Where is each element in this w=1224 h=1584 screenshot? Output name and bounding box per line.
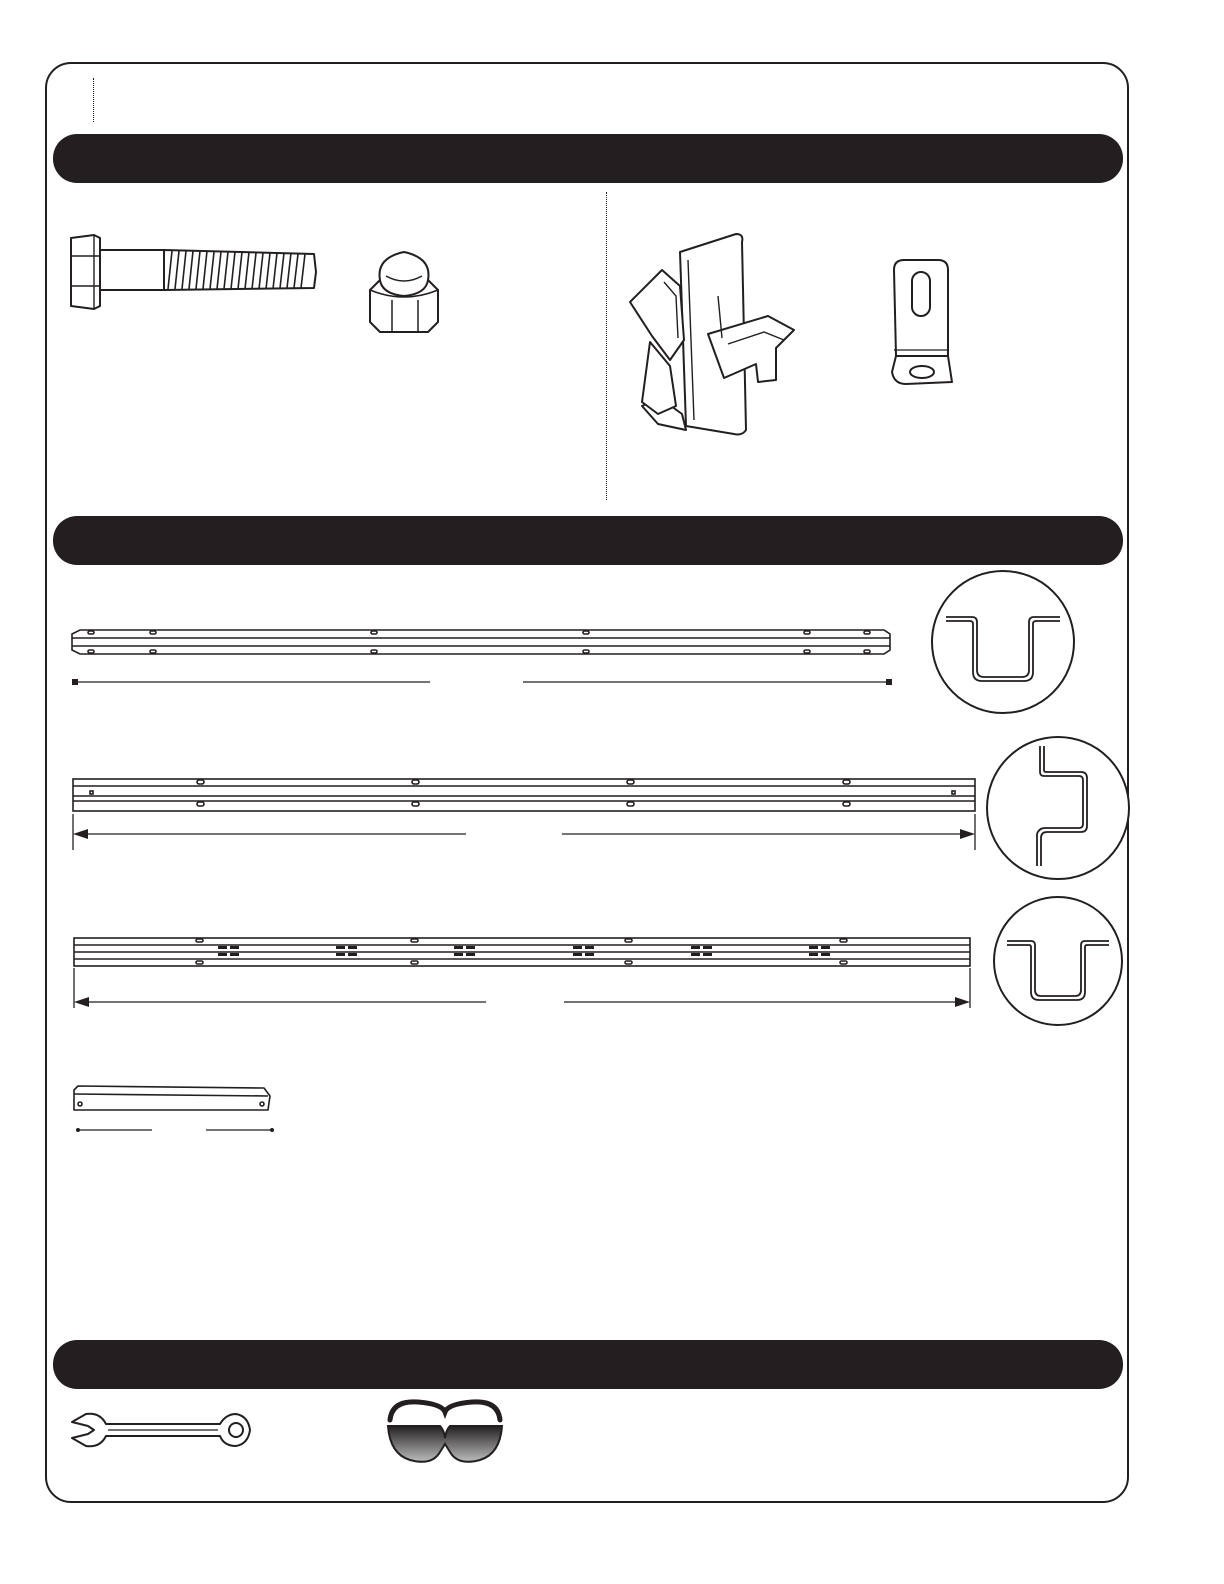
tools-section-bar: [53, 1340, 1123, 1389]
z-channel-profile-icon: [985, 736, 1131, 880]
parts-section-bar: [53, 516, 1123, 565]
hex-bolt-icon: [68, 232, 320, 312]
hardware-divider: [606, 192, 607, 500]
gable-bracket-icon: [624, 230, 804, 438]
wrench-icon: [70, 1410, 252, 1450]
z-rail-icon: [68, 774, 982, 854]
angle-bracket-icon: [886, 258, 956, 390]
hat-channel-profile-icon: [993, 896, 1123, 1026]
corner-dotted-rule: [93, 78, 94, 122]
hardware-section-bar: [53, 134, 1123, 183]
long-channel-rail-icon: [68, 624, 894, 688]
hex-nut-icon: [366, 246, 442, 338]
slotted-channel-rail-icon: [68, 932, 978, 1012]
hat-channel-profile-icon: [930, 570, 1076, 714]
safety-glasses-icon: [384, 1396, 506, 1468]
short-angle-strip-icon: [70, 1082, 276, 1138]
